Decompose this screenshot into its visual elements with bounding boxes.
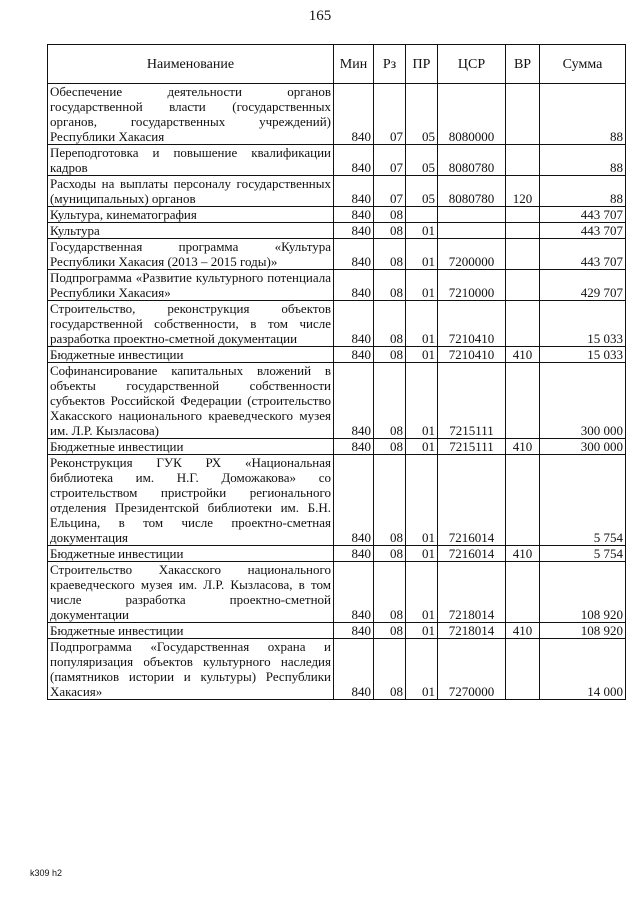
cell-pr: 01 [406, 270, 438, 301]
table-row [48, 223, 626, 239]
header-pr: ПР [406, 45, 438, 84]
table-row [48, 439, 626, 455]
cell-pr: 01 [406, 439, 438, 455]
cell-sum: 15 033 [540, 347, 626, 363]
cell-rz: 08 [374, 270, 406, 301]
table-row [48, 546, 626, 562]
table-row [48, 455, 626, 546]
cell-vr: 410 [506, 347, 540, 363]
cell-rz: 08 [374, 347, 406, 363]
cell-csr: 8080780 [438, 176, 506, 207]
cell-min: 840 [334, 439, 374, 455]
cell-name: Бюджетные инвестиции [48, 347, 334, 363]
cell-rz: 08 [374, 455, 406, 546]
cell-rz: 07 [374, 84, 406, 145]
table-row [48, 270, 626, 301]
cell-vr: 120 [506, 176, 540, 207]
table-row [48, 84, 626, 145]
cell-csr [438, 223, 506, 239]
cell-name: Культура, кинематография [48, 207, 334, 223]
cell-csr: 7215111 [438, 363, 506, 439]
cell-vr [506, 207, 540, 223]
cell-sum: 5 754 [540, 546, 626, 562]
cell-name: Бюджетные инвестиции [48, 439, 334, 455]
cell-pr: 01 [406, 546, 438, 562]
cell-name: Строительство, реконструкция объектов государственной собственности, в том числе разработка проектно-сметной документации [48, 301, 334, 347]
cell-csr: 7200000 [438, 239, 506, 270]
cell-csr: 7210410 [438, 301, 506, 347]
header-name: Наименование [48, 45, 334, 84]
cell-sum: 443 707 [540, 239, 626, 270]
cell-min: 840 [334, 347, 374, 363]
cell-pr: 01 [406, 223, 438, 239]
cell-vr [506, 239, 540, 270]
page-number: 165 [308, 8, 332, 24]
cell-sum: 88 [540, 176, 626, 207]
cell-pr: 01 [406, 347, 438, 363]
cell-min: 840 [334, 145, 374, 176]
cell-sum: 300 000 [540, 363, 626, 439]
cell-pr: 05 [406, 84, 438, 145]
cell-rz: 08 [374, 207, 406, 223]
cell-pr: 01 [406, 301, 438, 347]
table-row [48, 301, 626, 347]
cell-name: Строительство Хакасского национального краеведческого музея им. Л.Р. Кызласова, в том числе разработка проектно-сметной документации [48, 562, 334, 623]
cell-name: Обеспечение деятельности органов государственной власти (государственных органов, государственных учреждений) Республики Хакасия [48, 84, 334, 145]
cell-rz: 08 [374, 623, 406, 639]
cell-vr [506, 223, 540, 239]
cell-vr: 410 [506, 546, 540, 562]
cell-vr [506, 455, 540, 546]
cell-pr: 01 [406, 639, 438, 700]
table-row [48, 363, 626, 439]
table-row [48, 207, 626, 223]
cell-pr: 01 [406, 455, 438, 546]
table-row [48, 623, 626, 639]
header-csr: ЦСР [438, 45, 506, 84]
cell-min: 840 [334, 176, 374, 207]
cell-min: 840 [334, 623, 374, 639]
cell-rz: 07 [374, 176, 406, 207]
cell-rz: 08 [374, 363, 406, 439]
header-rz: Рз [374, 45, 406, 84]
cell-vr [506, 145, 540, 176]
cell-min: 840 [334, 546, 374, 562]
cell-pr: 01 [406, 562, 438, 623]
table-row [48, 239, 626, 270]
table-header-row [48, 45, 626, 84]
cell-name: Реконструкция ГУК РХ «Национальная библиотека им. Н.Г. Доможакова» со строительством пристройки регионального отделения Президентской библиотеки им. Б.Н. Ельцина, в том числе проектно-сметная документация [48, 455, 334, 546]
cell-rz: 08 [374, 639, 406, 700]
cell-vr [506, 301, 540, 347]
table-row [48, 176, 626, 207]
cell-vr [506, 270, 540, 301]
cell-sum: 108 920 [540, 623, 626, 639]
cell-csr: 8080000 [438, 84, 506, 145]
cell-pr: 05 [406, 176, 438, 207]
table-row [48, 639, 626, 700]
cell-rz: 08 [374, 439, 406, 455]
cell-vr: 410 [506, 439, 540, 455]
cell-name: Переподготовка и повышение квалификации кадров [48, 145, 334, 176]
budget-table [47, 44, 626, 700]
table-row [48, 562, 626, 623]
cell-rz: 08 [374, 562, 406, 623]
cell-min: 840 [334, 455, 374, 546]
cell-csr: 7218014 [438, 623, 506, 639]
footer-code: k309 h2 [30, 868, 63, 878]
cell-min: 840 [334, 639, 374, 700]
table-row [48, 347, 626, 363]
header-min: Мин [334, 45, 374, 84]
cell-name: Расходы на выплаты персоналу государственных (муниципальных) органов [48, 176, 334, 207]
cell-name: Государственная программа «Культура Республики Хакасия (2013 – 2015 годы)» [48, 239, 334, 270]
cell-min: 840 [334, 363, 374, 439]
cell-min: 840 [334, 301, 374, 347]
cell-name: Подпрограмма «Развитие культурного потенциала Республики Хакасия» [48, 270, 334, 301]
cell-min: 840 [334, 270, 374, 301]
cell-name: Культура [48, 223, 334, 239]
cell-csr: 8080780 [438, 145, 506, 176]
cell-pr: 01 [406, 363, 438, 439]
table-row [48, 145, 626, 176]
cell-csr [438, 207, 506, 223]
cell-min: 840 [334, 84, 374, 145]
cell-csr: 7215111 [438, 439, 506, 455]
cell-rz: 08 [374, 301, 406, 347]
cell-min: 840 [334, 207, 374, 223]
cell-vr [506, 639, 540, 700]
cell-csr: 7218014 [438, 562, 506, 623]
cell-sum: 443 707 [540, 223, 626, 239]
cell-vr: 410 [506, 623, 540, 639]
cell-sum: 88 [540, 84, 626, 145]
cell-min: 840 [334, 562, 374, 623]
cell-sum: 15 033 [540, 301, 626, 347]
cell-sum: 429 707 [540, 270, 626, 301]
cell-rz: 08 [374, 239, 406, 270]
cell-name: Подпрограмма «Государственная охрана и популяризация объектов культурного наследия (памятников истории и культуры) Республики Хакасия» [48, 639, 334, 700]
cell-sum: 300 000 [540, 439, 626, 455]
cell-pr: 05 [406, 145, 438, 176]
cell-sum: 88 [540, 145, 626, 176]
cell-rz: 07 [374, 145, 406, 176]
cell-pr: 01 [406, 239, 438, 270]
cell-rz: 08 [374, 223, 406, 239]
cell-vr [506, 363, 540, 439]
header-vr: ВР [506, 45, 540, 84]
cell-csr: 7216014 [438, 546, 506, 562]
cell-pr: 01 [406, 623, 438, 639]
cell-name: Бюджетные инвестиции [48, 546, 334, 562]
cell-csr: 7216014 [438, 455, 506, 546]
cell-rz: 08 [374, 546, 406, 562]
cell-csr: 7270000 [438, 639, 506, 700]
cell-vr [506, 562, 540, 623]
cell-sum: 443 707 [540, 207, 626, 223]
cell-sum: 5 754 [540, 455, 626, 546]
header-sum: Сумма [540, 45, 626, 84]
cell-name: Бюджетные инвестиции [48, 623, 334, 639]
cell-name: Софинансирование капитальных вложений в объекты государственной собственности субъектов Российской Федерации (строительство Хакасского национального краеведческого музея им. Л.Р. Кызласова) [48, 363, 334, 439]
cell-csr: 7210000 [438, 270, 506, 301]
cell-sum: 108 920 [540, 562, 626, 623]
cell-min: 840 [334, 239, 374, 270]
cell-csr: 7210410 [438, 347, 506, 363]
cell-sum: 14 000 [540, 639, 626, 700]
cell-vr [506, 84, 540, 145]
cell-min: 840 [334, 223, 374, 239]
cell-pr [406, 207, 438, 223]
